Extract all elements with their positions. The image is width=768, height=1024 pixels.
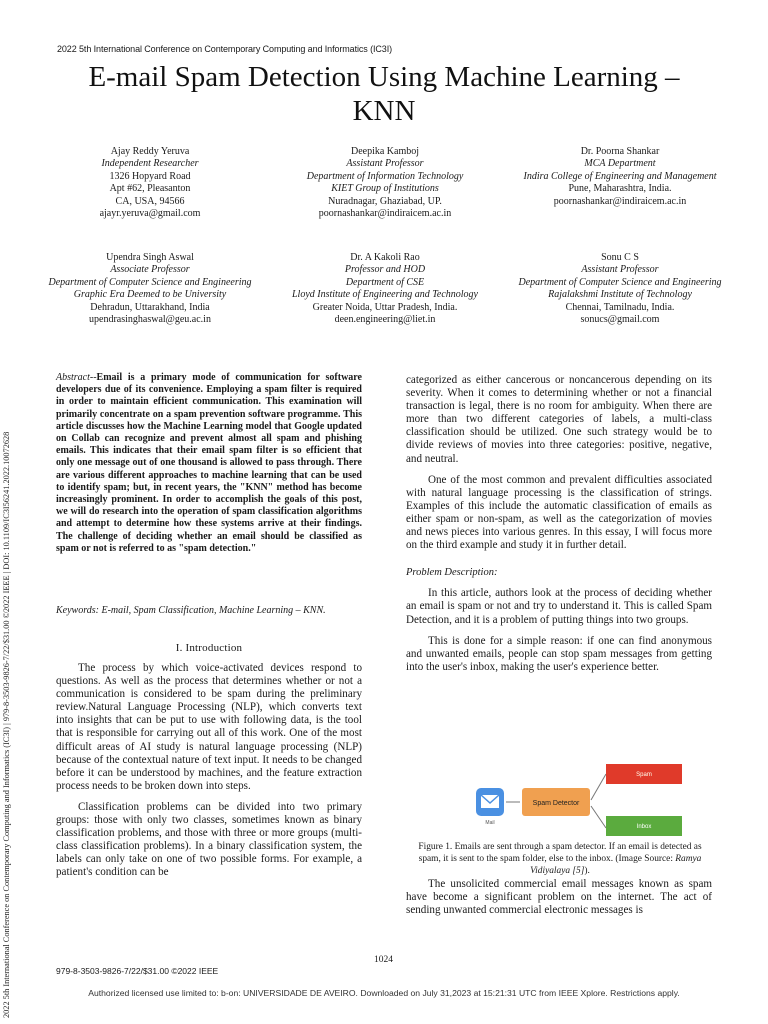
author-email[interactable]: upendrasinghaswal@geu.ac.in	[89, 314, 211, 326]
spam-detector-label: Spam Detector	[532, 800, 580, 807]
figure-caption	[408, 841, 712, 877]
authors-row-1	[40, 146, 730, 220]
paragraph: The process by which voice-activated devices respond to questions. As well as the process that determines whether or not a communication is considered to be spam during the preliminary review.Natural Language Processing (NLP), which converts text into insights that can be put to use with following data, is the tool that is responsible for carrying out all of this work. One of the most difficult areas of AI study is natural language processing (NLP) because of the contextual nature of text input. It needs to be changed before it can be understood by machines, and the feature extraction process needs to be broken down into steps.	[56, 662, 362, 792]
author-inst: Lloyd Institute of Engineering and Technology	[291, 289, 478, 301]
author-block	[40, 146, 260, 220]
author-role: Associate Professor	[110, 264, 190, 276]
author-address: Greater Noida, Uttar Pradesh, India.	[312, 301, 458, 313]
author-email[interactable]: sonucs@gmail.com	[580, 314, 660, 326]
figure-caption-end: ).	[584, 866, 590, 876]
conference-header: 2022 5th International Conference on Contemporary Computing and Informatics (IC3I)	[57, 44, 392, 54]
author-email[interactable]: ajayr.yeruva@gmail.com	[99, 208, 201, 220]
section-heading-introduction: I. Introduction	[175, 642, 243, 654]
paragraph: In this article, authors look at the process of deciding whether an email is spam or not and try to understand it. This is called Spam Detection, and it is a problem of putting things into two groups.	[406, 587, 712, 626]
paragraph: This is done for a simple reason: if one can find anonymous and unwanted emails, people can stop spam messages from getting into the user's inbox, making the user's experience better.	[406, 634, 712, 673]
author-name: Ajay Reddy Yeruva	[110, 146, 190, 157]
paragraph: categorized as either cancerous or noncancerous depending on its severity. When it comes to determining whether or not a financial transaction is legal, there is no room for ambiguity. When there are more than two different categories of labels, a multi-class classification should be utilized. One such strategy would be to divide reviews of movies into three categories: positive, negative, and neutral.	[406, 374, 712, 465]
author-block	[40, 252, 260, 326]
author-inst: KIET Group of Institutions	[331, 183, 439, 195]
author-name: Dr. A Kakoli Rao	[350, 252, 420, 263]
doi-sidebar: 2022 5th International Conference on Contemporary Computing and Informatics (IC3I) | 979-8-3503-9826-7/22/$31.00 ©2022 IEEE | DOI: 10.1109/IC3I56241.2022.10072628	[2, 431, 11, 1018]
author-name: Deepika Kamboj	[350, 146, 420, 157]
author-dept: Department of Computer Science and Engineering	[48, 276, 252, 288]
right-column-bottom	[406, 878, 712, 917]
paragraph: One of the most common and prevalent difficulties associated with natural language processing is the classification of strings. Examples of this include the automatic classification of emails as either spam or non-spam, as well as the categorization of movies and news pieces into various genres. In this essay, I will focus more on the third example and study it in further detail.	[406, 473, 712, 552]
mail-icon	[476, 788, 504, 816]
author-block	[275, 146, 495, 220]
author-dept: Indira College of Engineering and Management	[523, 170, 717, 182]
problem-description-heading: Problem Description:	[406, 567, 498, 579]
abstract	[56, 372, 362, 555]
arrow-detector-inbox	[591, 806, 606, 828]
author-name: Dr. Poorna Shankar	[580, 146, 660, 157]
author-address: Apt #62, Pleasanton	[109, 183, 191, 195]
author-role: Assistant Professor	[346, 158, 424, 170]
paper-title	[40, 60, 728, 128]
author-address: 1326 Hopyard Road	[109, 170, 191, 182]
author-address: CA, USA, 94566	[115, 195, 185, 207]
author-address: Chennai, Tamilnadu, India.	[565, 301, 675, 313]
author-inst: Rajalakshmi Institute of Technology	[548, 289, 692, 301]
figure-caption-main: Figure 1. Emails are sent through a spam detector. If an email is detected as spam, it is sent to the spam folder, else to the inbox. (Image Source:	[418, 842, 702, 864]
author-dept: Department of Computer Science and Engineering	[518, 276, 722, 288]
page-number: 1024	[374, 955, 393, 965]
figure-caption-source: Ramya Vidiyalaya [5]	[530, 854, 702, 876]
author-role: Assistant Professor	[581, 264, 659, 276]
mail-label: Mail	[485, 820, 495, 826]
spam-label: Spam	[636, 772, 652, 778]
author-name: Upendra Singh Aswal	[106, 252, 194, 263]
author-dept: Department of CSE	[345, 276, 425, 288]
figure-diagram	[470, 760, 718, 840]
arrow-detector-spam	[591, 774, 606, 800]
author-email[interactable]: poornashankar@indiraicem.ac.in	[318, 208, 452, 220]
keywords: Keywords: E-mail, Spam Classification, Machine Learning – KNN.	[56, 605, 326, 616]
author-role: Independent Researcher	[101, 158, 199, 170]
author-role: Professor and HOD	[344, 264, 426, 276]
author-address: Pune, Maharashtra, India.	[568, 183, 672, 195]
author-address: Dehradun, Uttarakhand, India	[90, 301, 210, 313]
license-notice: Authorized licensed use limited to: b-on: UNIVERSIDADE DE AVEIRO. Downloaded on July 31,2023 at 15:21:31 UTC from IEEE Xplore. Restrictions apply.	[88, 988, 680, 998]
abstract-lead: Abstract--	[56, 372, 97, 383]
paragraph: Classification problems can be divided into two primary groups: those with only two classes, sometimes known as binary classification problems, and those with three or more groups (multi-class classification problems). In a binary classification system, the labels can only take on one of two possible forms. For example, a patient's condition can be	[56, 800, 362, 879]
author-address: Nuradnagar, Ghaziabad, UP.	[328, 195, 442, 207]
footer-copyright: 979-8-3503-9826-7/22/$31.00 ©2022 IEEE	[56, 966, 219, 976]
author-inst: Graphic Era Deemed to be University	[73, 289, 227, 301]
title-line-1: E-mail Spam Detection Using Machine Learning –	[88, 61, 680, 93]
author-block	[510, 252, 730, 326]
author-name: Sonu C S	[601, 252, 639, 263]
abstract-body: Email is a primary mode of communication for software developers due of its convenience. Employing a spam filter is required in order to maintain efficient communication. This examination will primarily concentrate on a spam prevention software programme. This article discusses how the Machine Learning model that Google updated on Collab can recognize and prevent almost all spam and phishing emails. This indicates that their email spam filter is so efficient that only one message out of one thousand is allowed to pass through. There are various different approaches to machine learning that can be used to identify spam; but, in recent years, the "KNN" method has become increasingly prominent. In order to accomplish the goals of this post, we will do research into the operation of spam classification algorithms and attempt to determine how these systems arrive at their findings. The challenge of deciding whether an email should be classified as spam or not is referred to as "spam detection."	[56, 372, 362, 554]
left-column	[56, 662, 362, 880]
author-block	[275, 252, 495, 326]
paragraph: The unsolicited commercial email messages known as spam have become a significant problem on the internet. The act of sending unwanted commercial electronic messages is	[406, 878, 712, 917]
author-email[interactable]: poornashankar@indiraicem.ac.in	[553, 195, 687, 207]
spam-detector-figure	[470, 760, 718, 840]
title-line-2: KNN	[352, 95, 416, 127]
authors-row-2	[40, 252, 730, 326]
author-role: MCA Department	[584, 158, 656, 170]
author-email[interactable]: deen.engineering@liet.in	[334, 314, 436, 326]
right-column-top	[406, 374, 712, 674]
author-block	[510, 146, 730, 220]
author-dept: Department of Information Technology	[306, 170, 464, 182]
inbox-label: Inbox	[636, 824, 652, 830]
